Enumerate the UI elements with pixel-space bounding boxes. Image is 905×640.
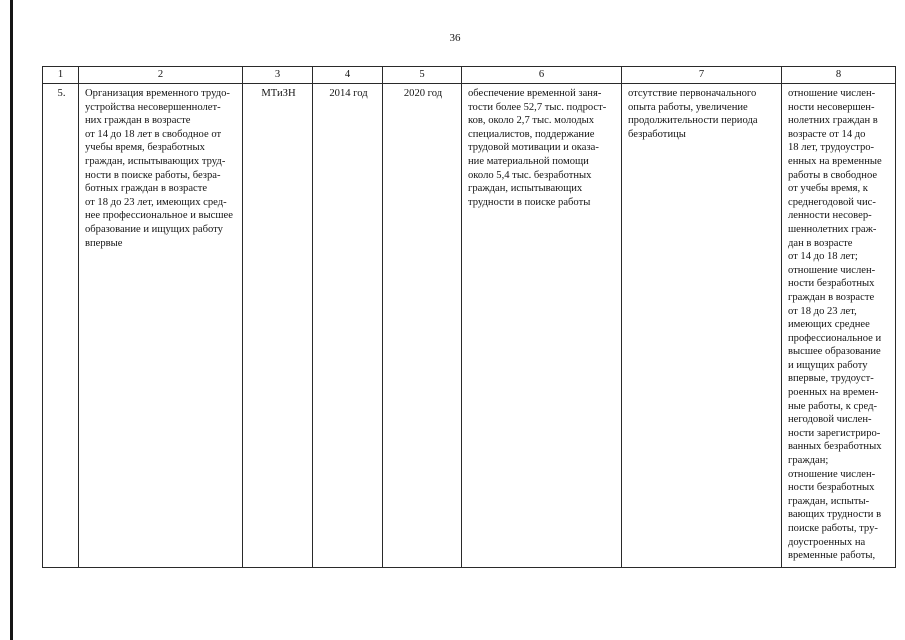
result-line: тости более 52,7 тыс. подрост-	[468, 101, 607, 113]
indicator-line: поиске работы, тру-	[788, 523, 878, 534]
header-cell-2: 2	[79, 67, 243, 84]
indicator-line: работы в свободное	[788, 169, 878, 181]
header-cell-8: 8	[782, 67, 896, 84]
indicator-line: и ищущих работу	[788, 359, 868, 371]
indicator-line: ванных безработных	[788, 441, 882, 453]
result-line: обеспечение временной заня-	[468, 88, 602, 99]
header-cell-5: 5	[383, 67, 462, 84]
page-number: 36	[449, 32, 461, 44]
indicator-line: нолетних граждан в	[788, 115, 878, 127]
header-cell-1: 1	[43, 67, 79, 84]
indicator-line: отношение числен-	[788, 468, 876, 480]
activity-line: образование и ищущих работу	[85, 223, 223, 235]
header-cell-6: 6	[462, 67, 622, 84]
activity-line: нее профессиональное и высшее	[85, 210, 233, 222]
activity-line: них граждан в возрасте	[85, 115, 191, 127]
problem-line: безработицы	[628, 128, 686, 140]
result-line: специалистов, поддержание	[468, 128, 595, 140]
indicator-line: негодовой числен-	[788, 414, 872, 426]
indicator-line: высшее образование	[788, 346, 881, 358]
result-line: ние материальной помощи	[468, 155, 589, 167]
header-cell-3: 3	[243, 67, 313, 84]
indicator-line: граждан в возрасте	[788, 291, 875, 303]
indicator-line: отношение числен-	[788, 88, 876, 99]
indicator-line: дан в возрасте	[788, 237, 853, 249]
indicator-line: ленности несовер-	[788, 210, 872, 222]
indicator-line: профессиональное и	[788, 332, 882, 344]
indicator-line: граждан;	[788, 455, 829, 467]
table-row	[43, 84, 896, 568]
header-cell-4: 4	[313, 67, 383, 84]
indicator-line: ности несовершен-	[788, 101, 875, 113]
indicator-line: ные работы, к сред-	[788, 400, 878, 412]
activity-line: ботных граждан в возрасте	[85, 183, 208, 195]
header-cell-7: 7	[622, 67, 782, 84]
indicator-line: вающих трудности в	[788, 509, 882, 521]
program-table	[42, 66, 896, 568]
row-number-cell: 5.	[43, 84, 79, 568]
activity-line: учебы время, безработных	[85, 142, 205, 154]
indicator-line: шеннолетних граж-	[788, 223, 877, 235]
activity-line: Организация временного трудо-	[85, 88, 230, 99]
indicator-line: 18 лет, трудоустро-	[788, 142, 875, 154]
indicator-line: ности безработных	[788, 482, 875, 494]
activity-line: устройства несовершеннолет-	[85, 101, 221, 113]
problem-line: отсутствие первоначального	[628, 88, 757, 99]
end-year-cell: 2020 год	[383, 84, 462, 568]
scan-edge-line	[10, 0, 13, 640]
indicator-line: отношение числен-	[788, 264, 876, 276]
problem-cell	[622, 84, 782, 568]
table-header-row	[43, 67, 896, 84]
start-year-cell: 2014 год	[313, 84, 383, 568]
executor-cell: МТиЗН	[243, 84, 313, 568]
activity-line: граждан, испытывающих труд-	[85, 155, 226, 167]
activity-line: впервые	[85, 237, 123, 249]
activity-line: от 14 до 18 лет в свободное от	[85, 128, 222, 140]
activity-line: ности в поиске работы, безра-	[85, 169, 221, 181]
problem-line: продолжительности периода	[628, 115, 758, 127]
result-line: трудовой мотивации и оказа-	[468, 142, 599, 154]
indicator-line: имеющих среднее	[788, 319, 870, 331]
indicator-line: ности безработных	[788, 278, 875, 290]
indicator-cell	[782, 84, 896, 568]
result-line: трудности в поиске работы	[468, 196, 591, 208]
indicator-line: от учебы время, к	[788, 183, 868, 195]
indicator-line: граждан, испыты-	[788, 495, 870, 507]
indicator-line: от 14 до 18 лет;	[788, 251, 858, 263]
indicator-line: возрасте от 14 до	[788, 128, 866, 140]
indicator-line: среднегодовой чис-	[788, 196, 876, 208]
indicator-line: впервые, трудоуст-	[788, 373, 874, 385]
result-line: граждан, испытывающих	[468, 183, 583, 195]
expected-result-cell	[462, 84, 622, 568]
indicator-line: енных на временные	[788, 155, 882, 167]
problem-line: опыта работы, увеличение	[628, 101, 748, 113]
result-line: ков, около 2,7 тыс. молодых	[468, 115, 595, 127]
indicator-line: доустроенных на	[788, 536, 866, 548]
indicator-line: ности зарегистриро-	[788, 427, 881, 439]
activity-line: от 18 до 23 лет, имеющих сред-	[85, 196, 227, 208]
activity-cell	[79, 84, 243, 568]
result-line: около 5,4 тыс. безработных	[468, 169, 592, 181]
indicator-line: от 18 до 23 лет,	[788, 305, 857, 317]
indicator-line: роенных на времен-	[788, 387, 879, 399]
indicator-line: временные работы,	[788, 550, 876, 562]
